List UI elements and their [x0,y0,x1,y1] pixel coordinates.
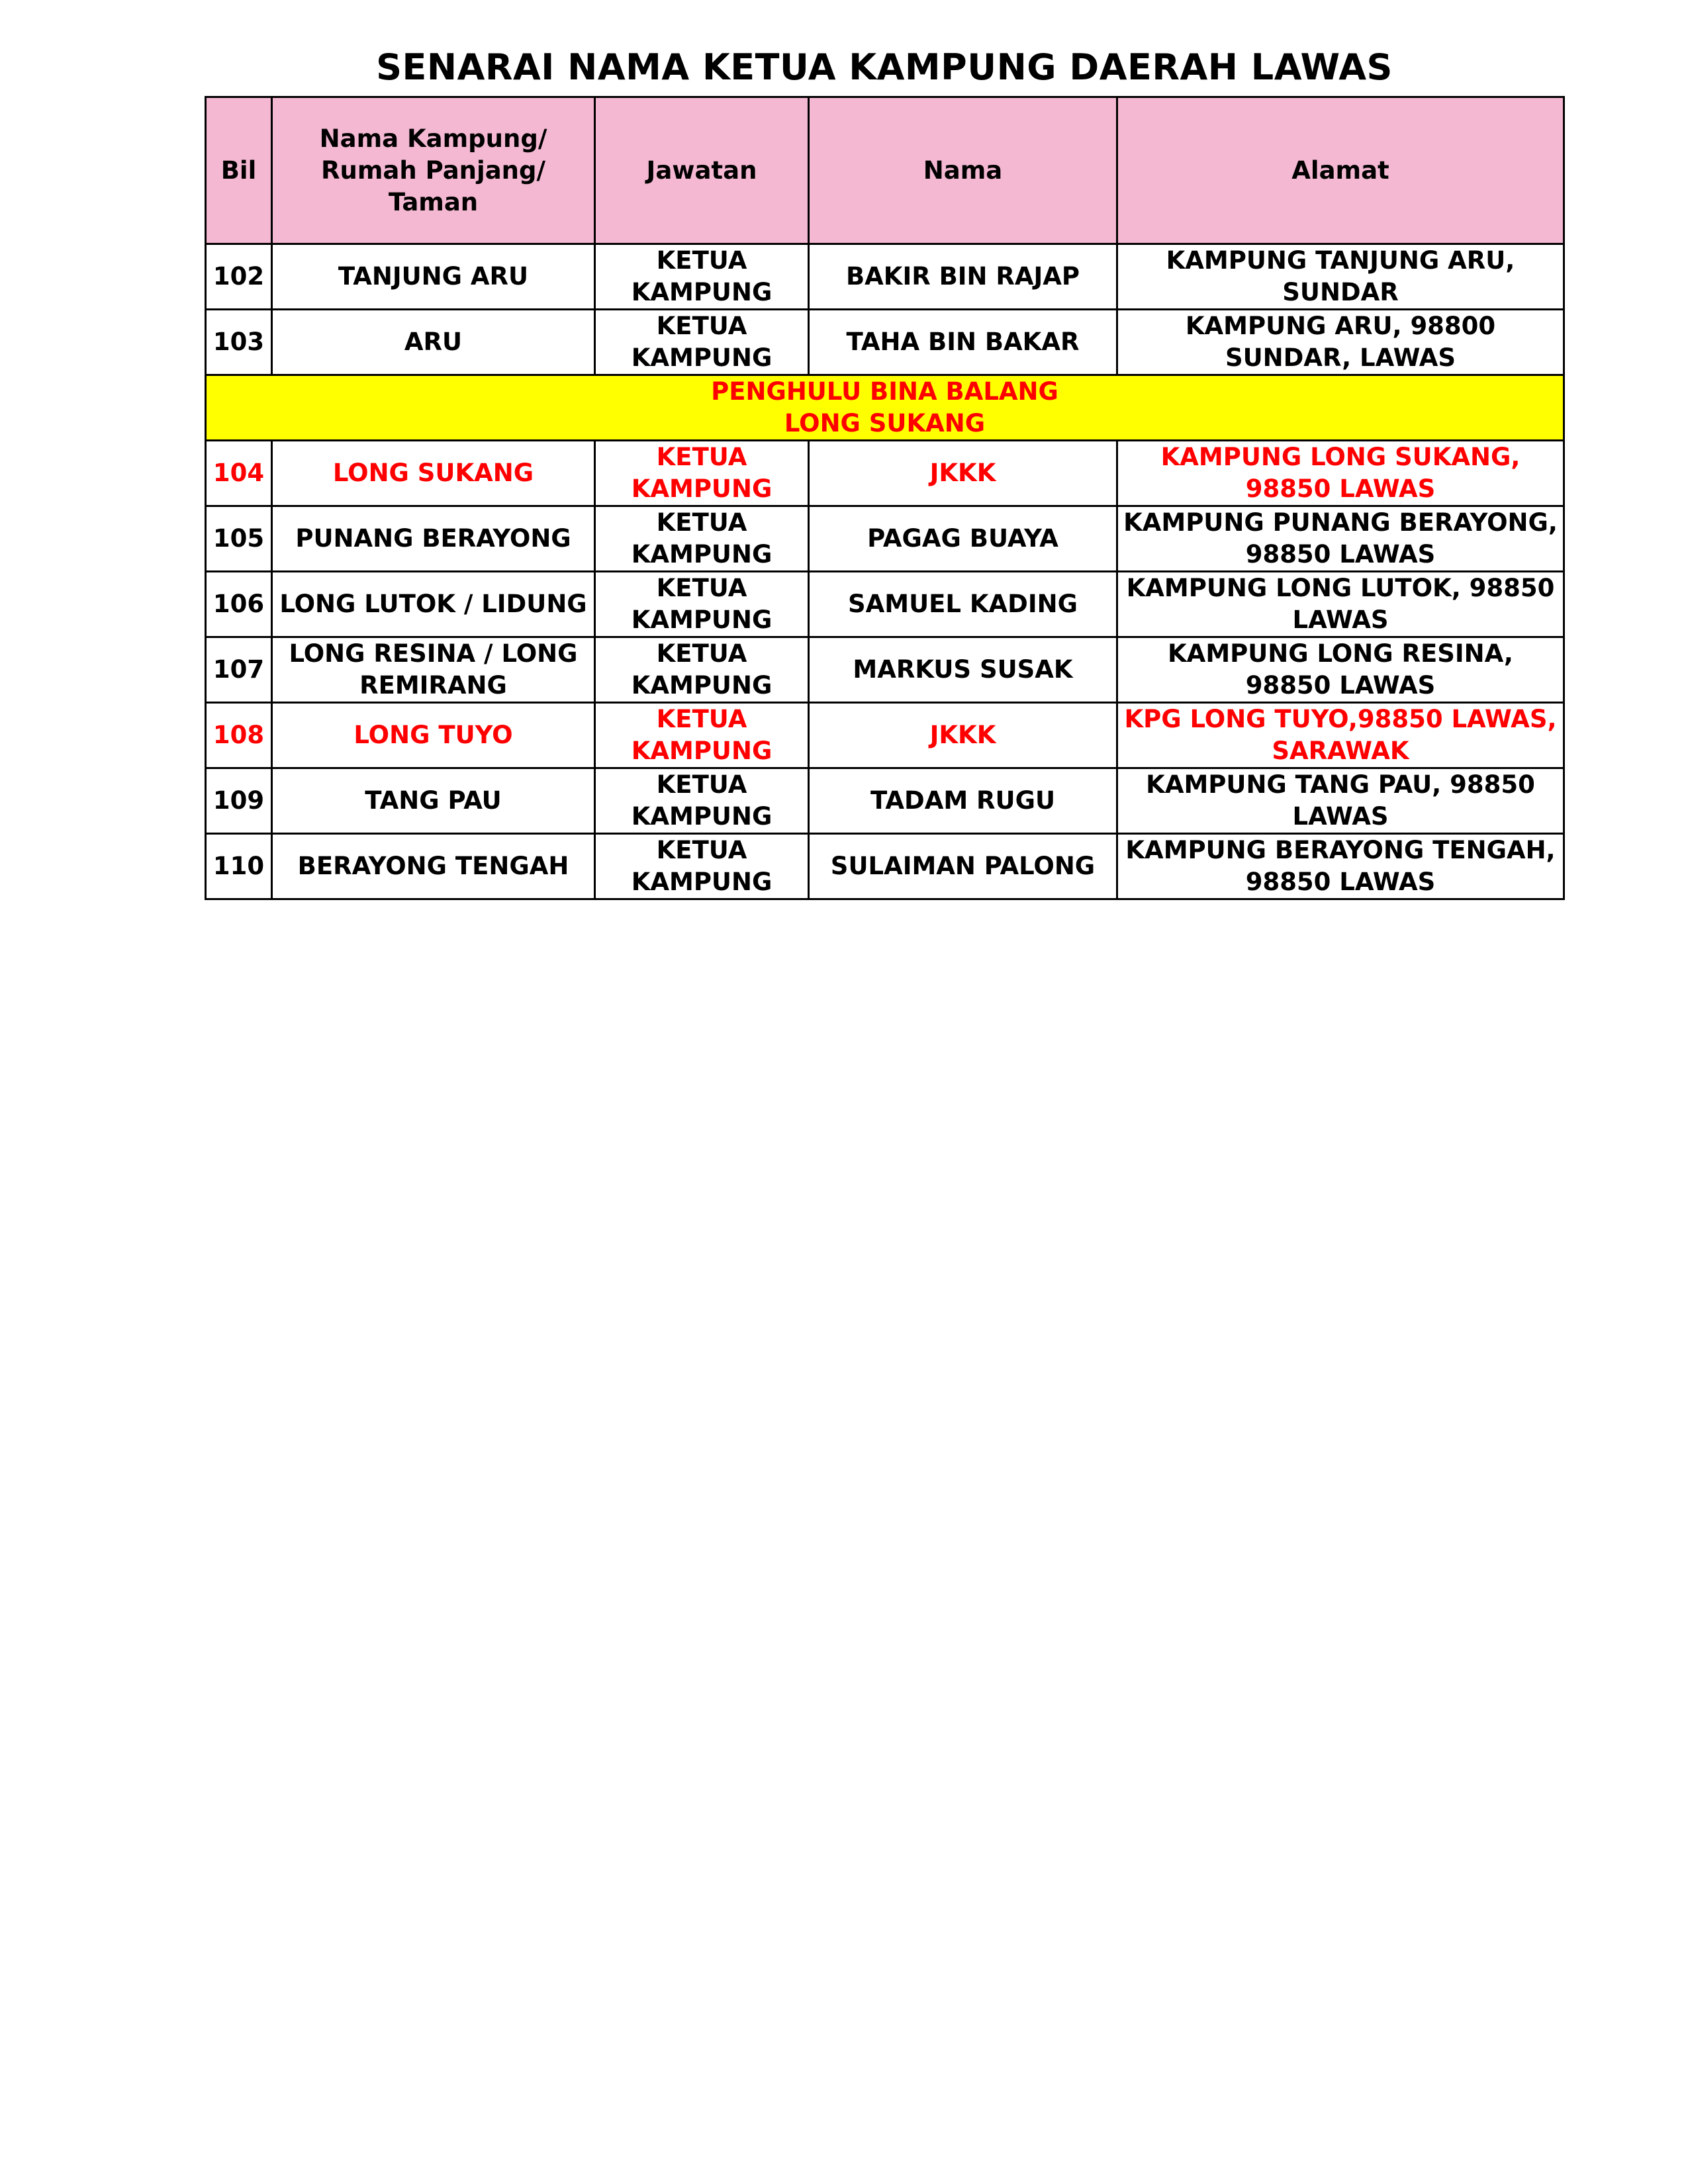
table-row [206,441,1564,506]
cell-alamat: KAMPUNG LONG SUKANG, 98850 LAWAS [1117,441,1564,506]
jawatan-line-2: KAMPUNG [631,606,773,634]
cell-nama-kampung: ARU [272,310,595,375]
cell-nama: JKKK [809,703,1117,768]
jawatan-line-2: KAMPUNG [631,802,773,831]
ketua-kampung-table [205,96,1565,900]
header-bil: Bil [206,97,272,244]
cell-alamat: KAMPUNG LONG RESINA, 98850 LAWAS [1117,637,1564,703]
cell-jawatan [595,834,809,899]
cell-alamat: KAMPUNG BERAYONG TENGAH, 98850 LAWAS [1117,834,1564,899]
cell-bil: 102 [206,244,272,310]
table-row [206,637,1564,703]
jawatan-line-1: KETUA [656,770,747,799]
cell-nama: BAKIR BIN RAJAP [809,244,1117,310]
jawatan-line-2: KAMPUNG [631,737,773,765]
penghulu-group-row [206,375,1564,441]
cell-nama: PAGAG BUAYA [809,506,1117,572]
cell-jawatan [595,310,809,375]
cell-nama-kampung: BERAYONG TENGAH [272,834,595,899]
jawatan-line-2: KAMPUNG [631,278,773,306]
jawatan-line-2: KAMPUNG [631,671,773,700]
jawatan-line-1: KETUA [656,312,747,340]
cell-nama: MARKUS SUSAK [809,637,1117,703]
cell-nama: JKKK [809,441,1117,506]
header-nama: Nama [809,97,1117,244]
cell-nama-kampung: LONG RESINA / LONG REMIRANG [272,637,595,703]
jawatan-line-1: KETUA [656,508,747,537]
jawatan-line-1: KETUA [656,836,747,864]
jawatan-line-1: KETUA [656,705,747,733]
cell-jawatan [595,441,809,506]
cell-jawatan [595,572,809,637]
cell-nama: SULAIMAN PALONG [809,834,1117,899]
cell-alamat: KAMPUNG TANG PAU, 98850 LAWAS [1117,768,1564,834]
cell-bil: 107 [206,637,272,703]
cell-bil: 106 [206,572,272,637]
table-header-row [206,97,1564,244]
cell-nama-kampung: TANJUNG ARU [272,244,595,310]
header-alamat: Alamat [1117,97,1564,244]
header-nama-kampung [272,97,595,244]
cell-nama: SAMUEL KADING [809,572,1117,637]
jawatan-line-2: KAMPUNG [631,475,773,503]
cell-nama-kampung: PUNANG BERAYONG [272,506,595,572]
cell-nama-kampung: LONG LUTOK / LIDUNG [272,572,595,637]
table-row [206,506,1564,572]
cell-nama-kampung: LONG TUYO [272,703,595,768]
header-jawatan: Jawatan [595,97,809,244]
cell-nama-kampung: LONG SUKANG [272,441,595,506]
cell-bil: 104 [206,441,272,506]
jawatan-line-2: KAMPUNG [631,540,773,569]
jawatan-line-1: KETUA [656,246,747,275]
cell-alamat: KAMPUNG TANJUNG ARU, SUNDAR [1117,244,1564,310]
jawatan-line-2: KAMPUNG [631,343,773,372]
document-title: SENARAI NAMA KETUA KAMPUNG DAERAH LAWAS [376,46,1393,88]
table-row [206,834,1564,899]
penghulu-group-cell [206,375,1564,441]
table-row [206,768,1564,834]
table-row [206,244,1564,310]
cell-bil: 103 [206,310,272,375]
cell-bil: 108 [206,703,272,768]
jawatan-line-1: KETUA [656,639,747,668]
cell-jawatan [595,244,809,310]
cell-nama: TADAM RUGU [809,768,1117,834]
cell-alamat: KAMPUNG LONG LUTOK, 98850 LAWAS [1117,572,1564,637]
header-kampung-line3: Taman [388,187,479,216]
table-row [206,703,1564,768]
header-kampung-line2: Rumah Panjang/ [321,156,545,185]
cell-jawatan [595,506,809,572]
cell-bil: 110 [206,834,272,899]
cell-nama-kampung: TANG PAU [272,768,595,834]
cell-nama: TAHA BIN BAKAR [809,310,1117,375]
jawatan-line-1: KETUA [656,574,747,602]
cell-bil: 109 [206,768,272,834]
cell-alamat: KAMPUNG ARU, 98800 SUNDAR, LAWAS [1117,310,1564,375]
penghulu-area: LONG SUKANG [784,409,986,437]
jawatan-line-2: KAMPUNG [631,868,773,896]
table-row [206,310,1564,375]
cell-jawatan [595,768,809,834]
cell-jawatan [595,703,809,768]
penghulu-name: PENGHULU BINA BALANG [711,377,1058,406]
jawatan-line-1: KETUA [656,443,747,471]
table-row [206,572,1564,637]
cell-jawatan [595,637,809,703]
cell-alamat: KAMPUNG PUNANG BERAYONG, 98850 LAWAS [1117,506,1564,572]
header-kampung-line1: Nama Kampung/ [319,124,547,153]
cell-alamat: KPG LONG TUYO,98850 LAWAS, SARAWAK [1117,703,1564,768]
cell-bil: 105 [206,506,272,572]
table-body [206,244,1564,899]
